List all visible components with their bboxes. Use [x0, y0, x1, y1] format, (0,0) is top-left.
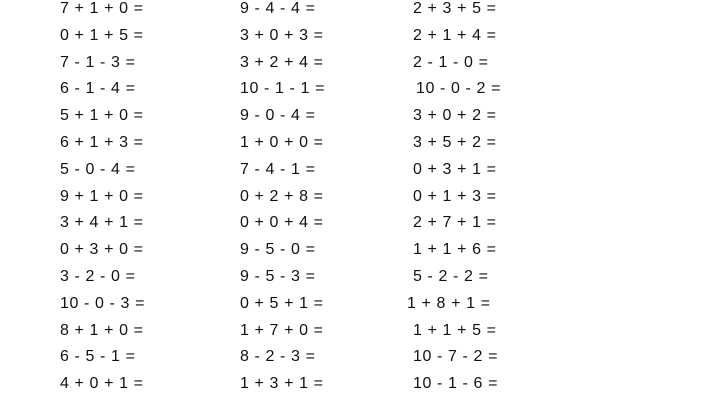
problem: 0 + 5 + 1 =	[240, 294, 324, 312]
problem: 2 - 1 - 0 =	[413, 53, 489, 71]
problem: 3 + 0 + 2 =	[413, 107, 497, 125]
problem: 3 + 5 + 2 =	[413, 133, 497, 151]
problem: 2 + 1 + 4 =	[413, 26, 497, 44]
problem: 6 + 1 + 3 =	[60, 133, 144, 151]
problem: 0 + 0 + 4 =	[240, 214, 324, 232]
problem-column-3	[407, 0, 502, 398]
problem: 4 + 0 + 1 =	[60, 375, 144, 393]
problem: 8 + 1 + 0 =	[60, 321, 144, 339]
problem: 7 + 1 + 0 =	[60, 0, 144, 17]
problem: 9 - 5 - 0 =	[240, 241, 316, 259]
problem: 1 + 1 + 5 =	[413, 321, 497, 339]
problem: 1 + 7 + 0 =	[240, 321, 324, 339]
problem: 2 + 3 + 5 =	[413, 0, 497, 17]
problem: 7 - 4 - 1 =	[240, 160, 316, 178]
problem-column-1	[60, 0, 145, 398]
problem: 8 - 2 - 3 =	[240, 348, 316, 366]
problem: 5 - 2 - 2 =	[413, 267, 489, 285]
problem: 7 - 1 - 3 =	[60, 53, 136, 71]
problem: 1 + 8 + 1 =	[407, 294, 491, 312]
problem: 6 - 1 - 4 =	[60, 80, 136, 98]
problem: 2 + 7 + 1 =	[413, 214, 497, 232]
problem: 3 + 4 + 1 =	[60, 214, 144, 232]
problem: 10 - 7 - 2 =	[413, 348, 499, 366]
problem-column-2	[240, 0, 325, 398]
problem: 6 - 5 - 1 =	[60, 348, 136, 366]
problem: 1 + 3 + 1 =	[240, 375, 324, 393]
problem: 0 + 2 + 8 =	[240, 187, 324, 205]
problem: 0 + 1 + 3 =	[413, 187, 497, 205]
problem: 5 - 0 - 4 =	[60, 160, 136, 178]
problem: 3 + 0 + 3 =	[240, 26, 324, 44]
problem: 0 + 3 + 0 =	[60, 241, 144, 259]
problem: 10 - 0 - 2 =	[416, 80, 502, 98]
problem: 0 + 1 + 5 =	[60, 26, 144, 44]
problem: 1 + 1 + 6 =	[413, 241, 497, 259]
problem: 3 - 2 - 0 =	[60, 267, 136, 285]
problem: 3 + 2 + 4 =	[240, 53, 324, 71]
problem: 9 - 0 - 4 =	[240, 107, 316, 125]
problem: 10 - 1 - 6 =	[413, 375, 499, 393]
problem: 0 + 3 + 1 =	[413, 160, 497, 178]
problem: 1 + 0 + 0 =	[240, 133, 324, 151]
problem: 10 - 1 - 1 =	[240, 80, 326, 98]
problem: 9 + 1 + 0 =	[60, 187, 144, 205]
problem: 10 - 0 - 3 =	[60, 294, 146, 312]
problem: 5 + 1 + 0 =	[60, 107, 144, 125]
problem: 9 - 5 - 3 =	[240, 267, 316, 285]
problem: 9 - 4 - 4 =	[240, 0, 316, 17]
